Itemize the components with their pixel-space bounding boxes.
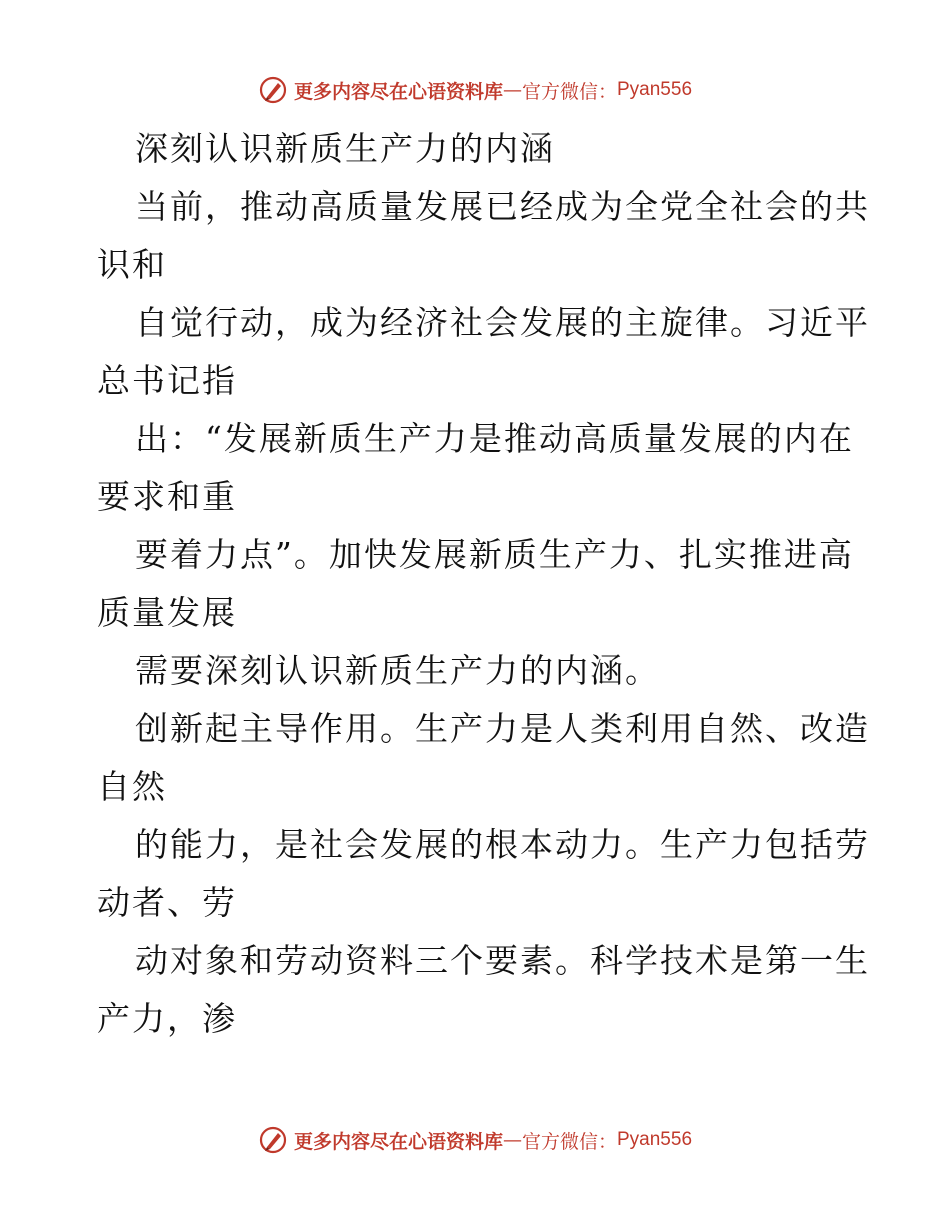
text-line: 当前，推动高质量发展已经成为全党全社会的共	[135, 187, 870, 226]
banner-separator: —	[502, 79, 522, 101]
text-line: 需要深刻认识新质生产力的内涵。	[135, 651, 660, 690]
header-banner	[0, 70, 950, 110]
text-line: 产力，渗	[97, 999, 237, 1038]
text-line: 深刻认识新质生产力的内涵	[135, 129, 555, 168]
text-line: 总书记指	[97, 361, 237, 400]
banner-title: 更多内容尽在心语资料库	[293, 80, 503, 103]
text-line: 动者、劳	[97, 883, 237, 922]
text-line: 出：“发展新质生产力是推动高质量发展的内在	[135, 419, 854, 458]
banner-wechat-label: 官方微信：	[521, 1130, 617, 1153]
text-line: 自然	[97, 767, 167, 806]
footer-banner	[0, 1120, 950, 1160]
banner-separator: —	[502, 1129, 522, 1151]
text-line: 动对象和劳动资料三个要素。科学技术是第一生	[135, 941, 870, 980]
text-line: 质量发展	[97, 593, 237, 632]
text-line: 创新起主导作用。生产力是人类利用自然、改造	[135, 709, 870, 748]
pen-circle-logo-icon	[258, 1125, 288, 1155]
text-line: 自觉行动，成为经济社会发展的主旋律。习近平	[135, 303, 870, 342]
banner-wechat-id: Pyan556	[617, 1129, 693, 1150]
document-body	[97, 120, 870, 1048]
banner-wechat-label: 官方微信：	[521, 80, 617, 103]
text-line: 的能力，是社会发展的根本动力。生产力包括劳	[135, 825, 870, 864]
banner-wechat-id: Pyan556	[617, 79, 693, 100]
text-line: 要着力点”。加快发展新质生产力、扎实推进高	[135, 535, 854, 574]
text-line: 要求和重	[97, 477, 237, 516]
text-line: 识和	[97, 245, 167, 284]
banner-title: 更多内容尽在心语资料库	[293, 1130, 503, 1153]
pen-circle-logo-icon	[258, 75, 288, 105]
